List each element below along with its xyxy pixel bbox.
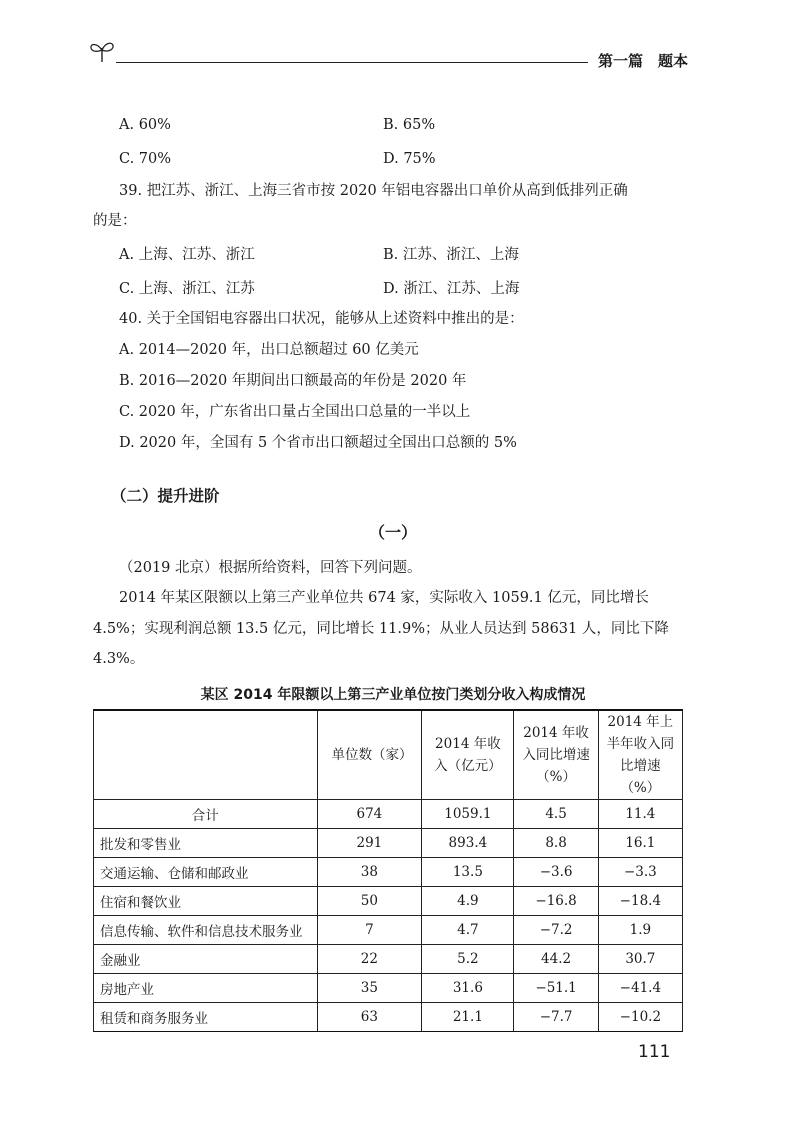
table-cell: 1059.1 (422, 799, 514, 828)
table-row (94, 944, 683, 973)
table-cell: 38 (317, 857, 422, 886)
table-cell: 893.4 (422, 828, 514, 857)
table-cell: −51.1 (514, 973, 598, 1002)
table-cell: 21.1 (422, 1002, 514, 1031)
table-cell: 信息传输、软件和信息技术服务业 (94, 915, 318, 944)
table-cell: −16.8 (514, 886, 598, 915)
table-row (94, 886, 683, 915)
table-cell: 674 (317, 799, 422, 828)
table-cell: 63 (317, 1002, 422, 1031)
table-cell: 22 (317, 944, 422, 973)
table-cell: 11.4 (598, 799, 682, 828)
table-row (94, 1002, 683, 1031)
option-a: A. 上海、江苏、浙江 (119, 246, 255, 263)
table-header-cell: 2014 年上半年收入同比增速（%） (598, 710, 682, 800)
option-a: A. 2014—2020 年，出口总额超过 60 亿美元 (119, 342, 419, 358)
section-title: （二）提升进阶 (111, 487, 220, 505)
table-cell: 7 (317, 915, 422, 944)
table-cell: 批发和零售业 (94, 828, 318, 857)
sub-title: （一） (368, 523, 417, 542)
option-d: D. 浙江、江苏、上海 (383, 280, 520, 297)
body-paragraph: 2014 年某区限额以上第三产业单位共 674 家，实际收入 1059.1 亿元，同比增长 4.5%；实现利润总额 13.5 亿元，同比增长 11.9%；从业人员达到 58631 人，同比下降 4.3%。 (93, 590, 669, 667)
intro-text: （2019 北京）根据所给资料，回答下列问题。 (119, 560, 422, 576)
table-cell: 5.2 (422, 944, 514, 973)
table-cell: 房地产业 (94, 973, 318, 1002)
table-cell: 交通运输、仓储和邮政业 (94, 857, 318, 886)
table-cell: 8.8 (514, 828, 598, 857)
header-rule (116, 62, 588, 63)
table-cell: −7.7 (514, 1002, 598, 1031)
table-cell: 住宿和餐饮业 (94, 886, 318, 915)
table-cell: −10.2 (598, 1002, 682, 1031)
option-a: A. 60% (119, 117, 171, 133)
table-cell: 租赁和商务服务业 (94, 1002, 318, 1031)
table-cell: 16.1 (598, 828, 682, 857)
table-cell: 4.7 (422, 915, 514, 944)
table-cell: −3.3 (598, 857, 682, 886)
sprout-icon (88, 38, 116, 64)
q40-stem: 40. 关于全国铝电容器出口状况，能够从上述资料中推出的是： (119, 311, 524, 327)
table-cell: 50 (317, 886, 422, 915)
table-row (94, 828, 683, 857)
option-c: C. 上海、浙江、江苏 (119, 280, 255, 297)
table-row (94, 857, 683, 886)
table-cell: 13.5 (422, 857, 514, 886)
option-b: B. 65% (383, 117, 436, 133)
table-header-cell: 2014 年收入同比增速（%） (514, 710, 598, 800)
table-cell: 31.6 (422, 973, 514, 1002)
table-row (94, 915, 683, 944)
option-d: D. 2020 年，全国有 5 个省市出口额超过全国出口总额的 5% (119, 435, 517, 451)
table-cell: 合计 (94, 799, 318, 828)
table-header-row (94, 710, 683, 800)
data-table (93, 709, 683, 1032)
q38-option-row (93, 142, 693, 176)
table-cell: 4.9 (422, 886, 514, 915)
option-d: D. 75% (383, 151, 436, 167)
table-header-cell: 单位数（家） (317, 710, 422, 800)
table-row (94, 799, 683, 828)
table-cell: 30.7 (598, 944, 682, 973)
table-cell: 1.9 (598, 915, 682, 944)
table-cell: −3.6 (514, 857, 598, 886)
option-c: C. 70% (119, 151, 172, 167)
option-c: C. 2020 年，广东省出口量占全国出口总量的一半以上 (119, 404, 471, 420)
header-title: 第一篇 题本 (597, 52, 688, 70)
table-cell: 金融业 (94, 944, 318, 973)
table-header-cell (94, 710, 318, 800)
table-row (94, 973, 683, 1002)
q39-option-row (93, 236, 693, 270)
page-number: 111 (638, 1042, 671, 1062)
table-header-cell: 2014 年收入（亿元） (422, 710, 514, 800)
table-cell: −7.2 (514, 915, 598, 944)
q38-option-row (93, 108, 693, 142)
option-b: B. 江苏、浙江、上海 (383, 246, 519, 263)
page-header (88, 30, 688, 70)
q39-stem-line1: 39. 把江苏、浙江、上海三省市按 2020 年铝电容器出口单价从高到低排列正确 (119, 183, 628, 199)
table-cell: 44.2 (514, 944, 598, 973)
table-cell: 35 (317, 973, 422, 1002)
q39-stem-line2: 的是： (93, 213, 137, 229)
table-cell: 4.5 (514, 799, 598, 828)
option-b: B. 2016—2020 年期间出口额最高的年份是 2020 年 (119, 373, 467, 389)
table-title: 某区 2014 年限额以上第三产业单位按门类划分收入构成情况 (200, 686, 586, 703)
q39-option-row (93, 270, 693, 304)
table-cell: −41.4 (598, 973, 682, 1002)
table-cell: 291 (317, 828, 422, 857)
table-cell: −18.4 (598, 886, 682, 915)
page-content (93, 108, 693, 1032)
